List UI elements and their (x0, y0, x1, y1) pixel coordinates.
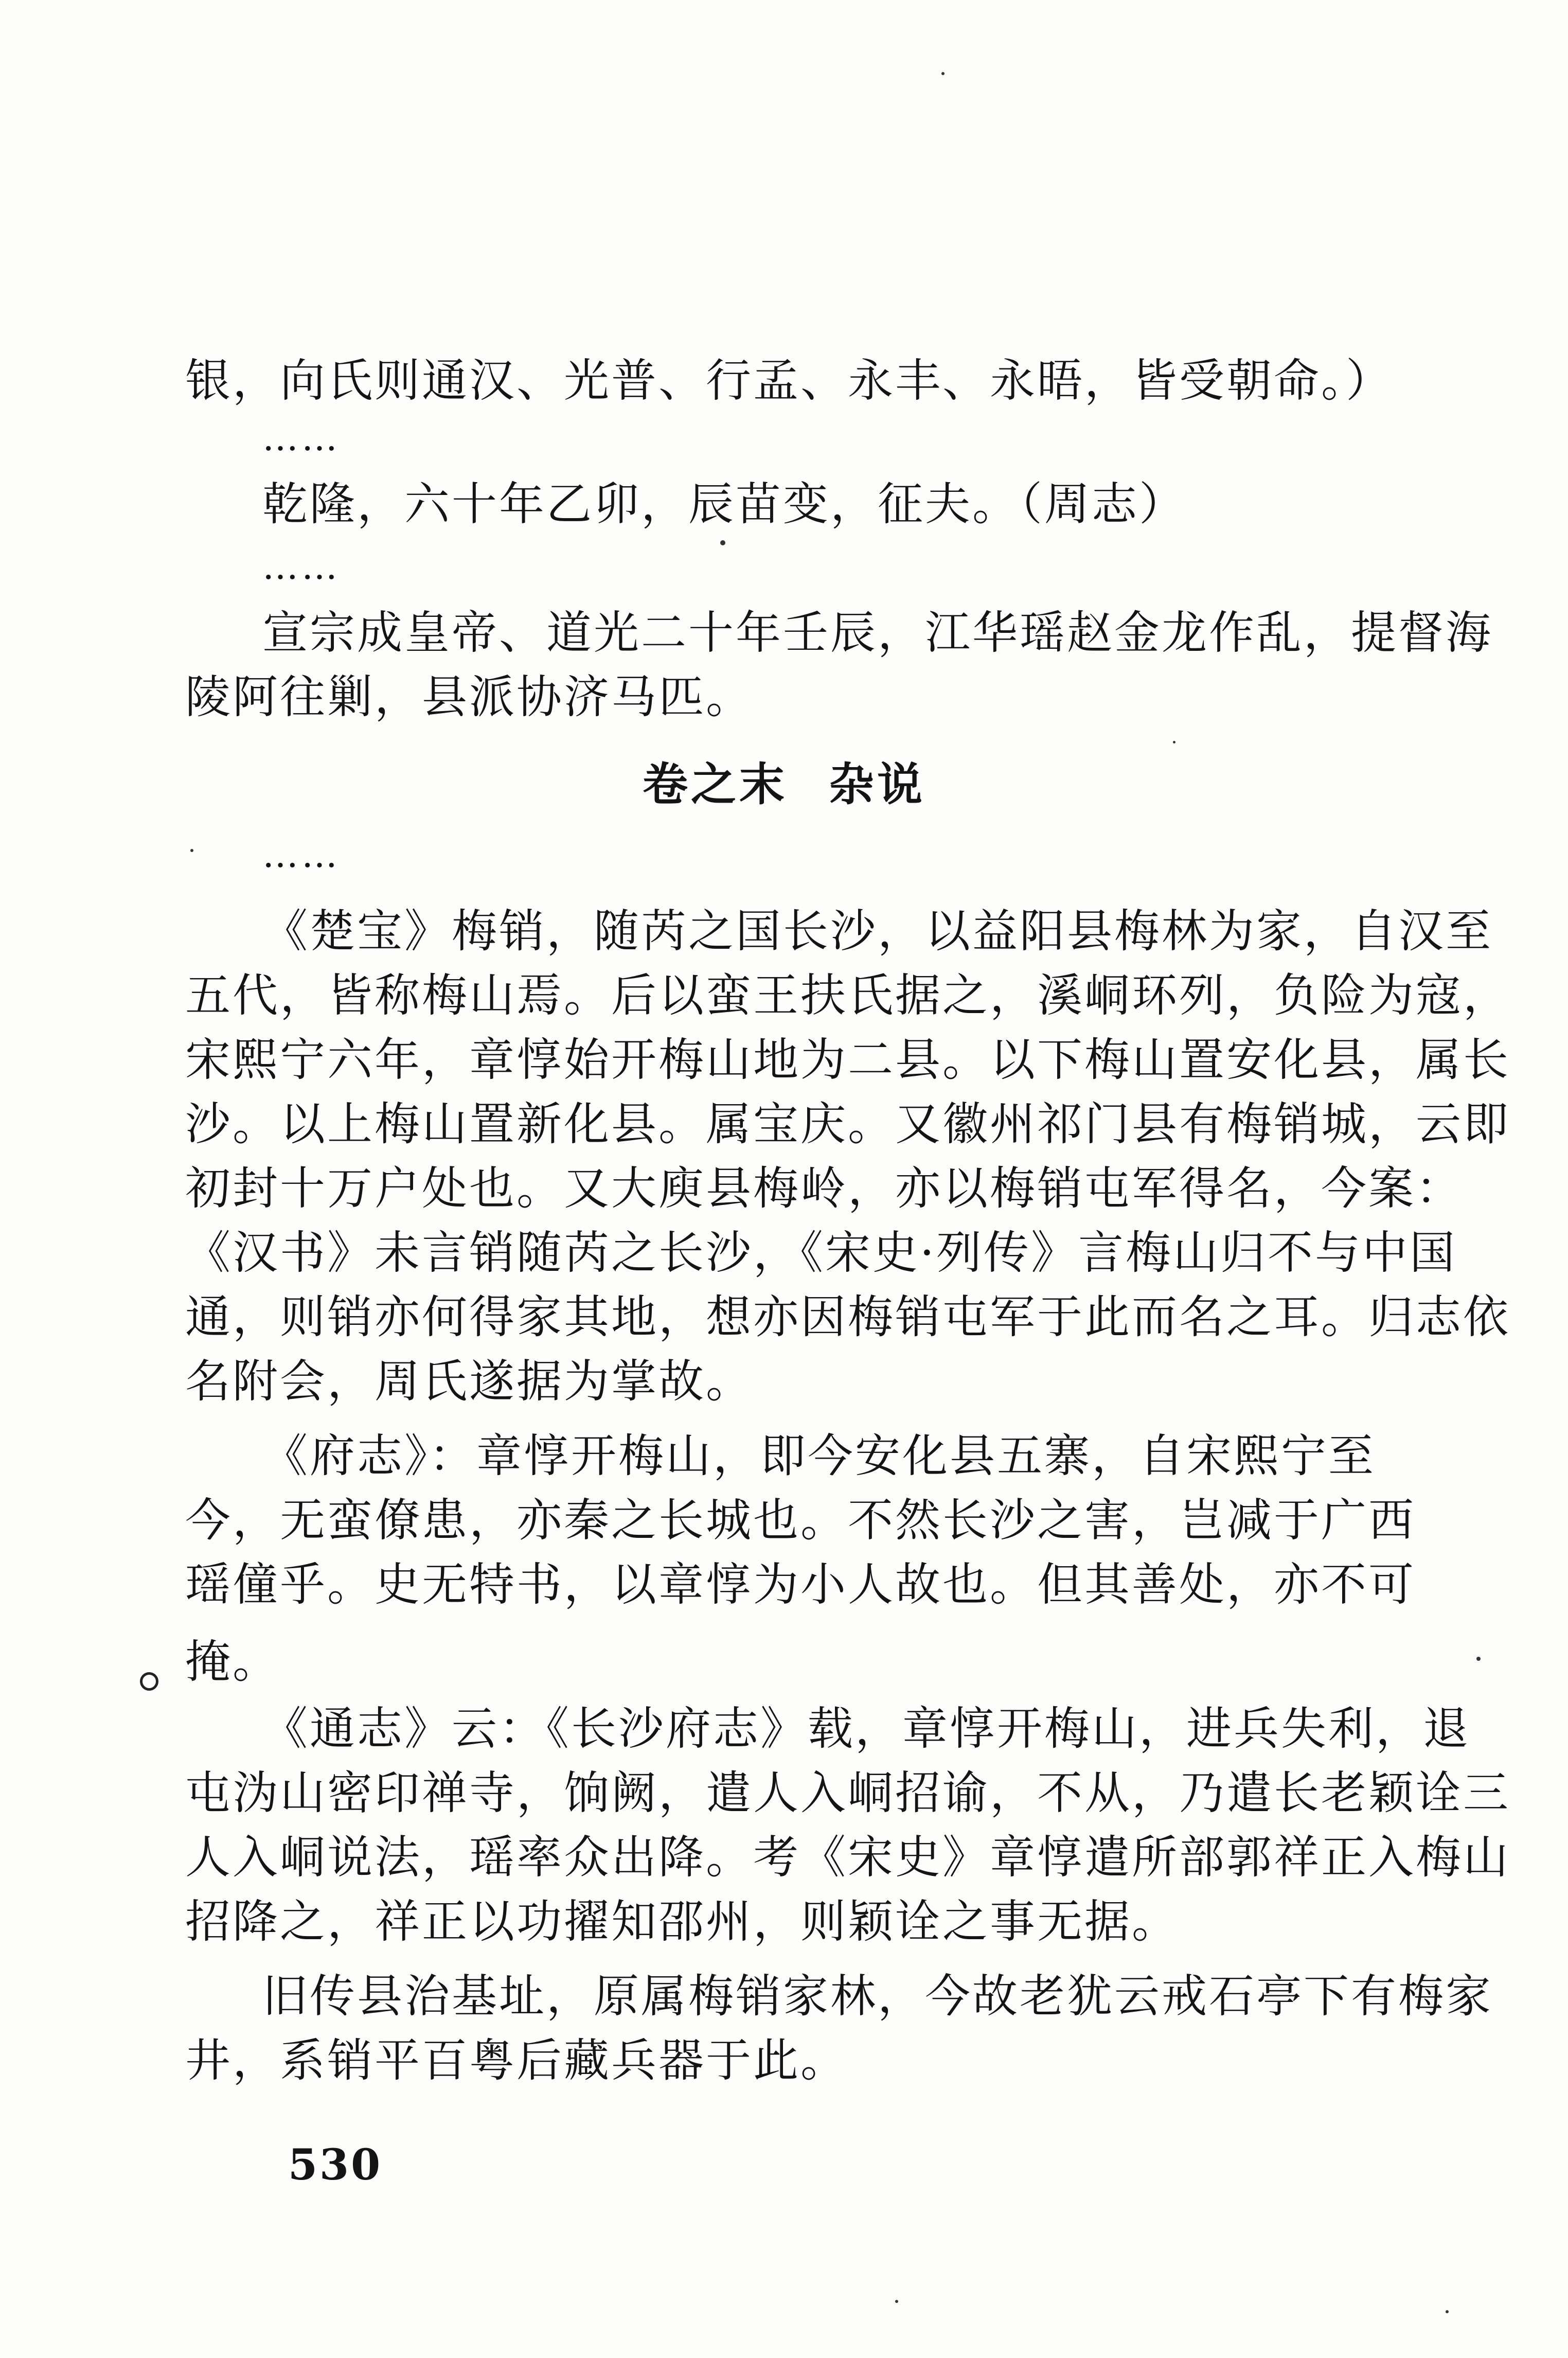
ellipsis-line: …… (262, 834, 341, 876)
page-number: 530 (288, 2140, 383, 2190)
text-line: 井，系销平百粤后藏兵器于此。 (185, 2034, 848, 2087)
ellipsis-line: …… (262, 545, 341, 588)
text-line: 乾隆，六十年乙卯，辰苗变，征夫。（周志） (262, 477, 1187, 530)
text-line: 五代，皆称梅山焉。后以蛮王扶氏据之，溪峒环列，负险为寇， (185, 969, 1511, 1022)
scan-speck (190, 849, 193, 852)
text-line: 沙。以上梅山置新化县。属宝庆。又徽州祁门县有梅销城，云即 (185, 1097, 1511, 1150)
text-line: 屯沩山密印禅寺，饷阙，遣人入峒招谕，不从，乃遣长老颖诠三 (185, 1766, 1511, 1819)
ellipsis-line: …… (262, 417, 341, 459)
text-line: 《通志》云：《长沙府志》载，章惇开梅山，进兵失利，退 (262, 1702, 1471, 1755)
section-heading-part1: 卷之末 (642, 757, 788, 811)
margin-mark (140, 1672, 158, 1691)
text-line: 掩。 (185, 1635, 280, 1688)
scan-speck (1446, 2310, 1449, 2313)
text-line: 宋熙宁六年，章惇始开梅山地为二县。以下梅山置安化县，属长 (185, 1033, 1511, 1086)
text-line: 人入峒说法，瑶率众出降。考《宋史》章惇遣所部郭祥正入梅山 (185, 1831, 1511, 1884)
text-line: 招降之，祥正以功擢知邵州，则颖诠之事无据。 (185, 1895, 1180, 1948)
text-line: 通，则销亦何得家其地，想亦因梅销屯军于此而名之耳。归志依 (185, 1290, 1511, 1343)
text-line: 银，向氏则通汉、光普、行孟、永丰、永晤，皆受朝命。） (185, 354, 1394, 407)
scan-speck (941, 72, 945, 75)
section-heading (0, 749, 1568, 813)
scan-speck (895, 2300, 898, 2303)
text-line: 《汉书》未言销随芮之长沙，《宋史·列传》言梅山归不与中国 (185, 1226, 1457, 1279)
text-line: 陵阿往剿，县派协济马匹。 (185, 670, 754, 723)
text-line: 《府志》：章惇开梅山，即今安化县五寨，自宋熙宁至 (262, 1429, 1376, 1482)
text-line: 旧传县治基址，原属梅销家林，今故老犹云戒石亭下有梅家 (262, 1970, 1493, 2023)
text-line: 《楚宝》梅销，随芮之国长沙，以益阳县梅林为家，自汉至 (262, 905, 1493, 958)
scan-speck (720, 540, 725, 545)
text-line: 今，无蛮僚患，亦秦之长城也。不然长沙之害，岂减于广西 (185, 1494, 1416, 1547)
scan-speck (1476, 1657, 1481, 1661)
text-line: 初封十万户处也。又大庾县梅岭，亦以梅销屯军得名，今案： (185, 1162, 1464, 1215)
section-heading-part2: 杂说 (829, 757, 926, 811)
scan-speck (1173, 741, 1175, 743)
text-line: 宣宗成皇帝、道光二十年壬辰，江华瑶赵金龙作乱，提督海 (262, 606, 1493, 659)
text-line: 名附会，周氏遂据为掌故。 (185, 1355, 754, 1408)
text-line: 瑶僮乎。史无特书，以章惇为小人故也。但其善处，亦不可 (185, 1558, 1416, 1611)
